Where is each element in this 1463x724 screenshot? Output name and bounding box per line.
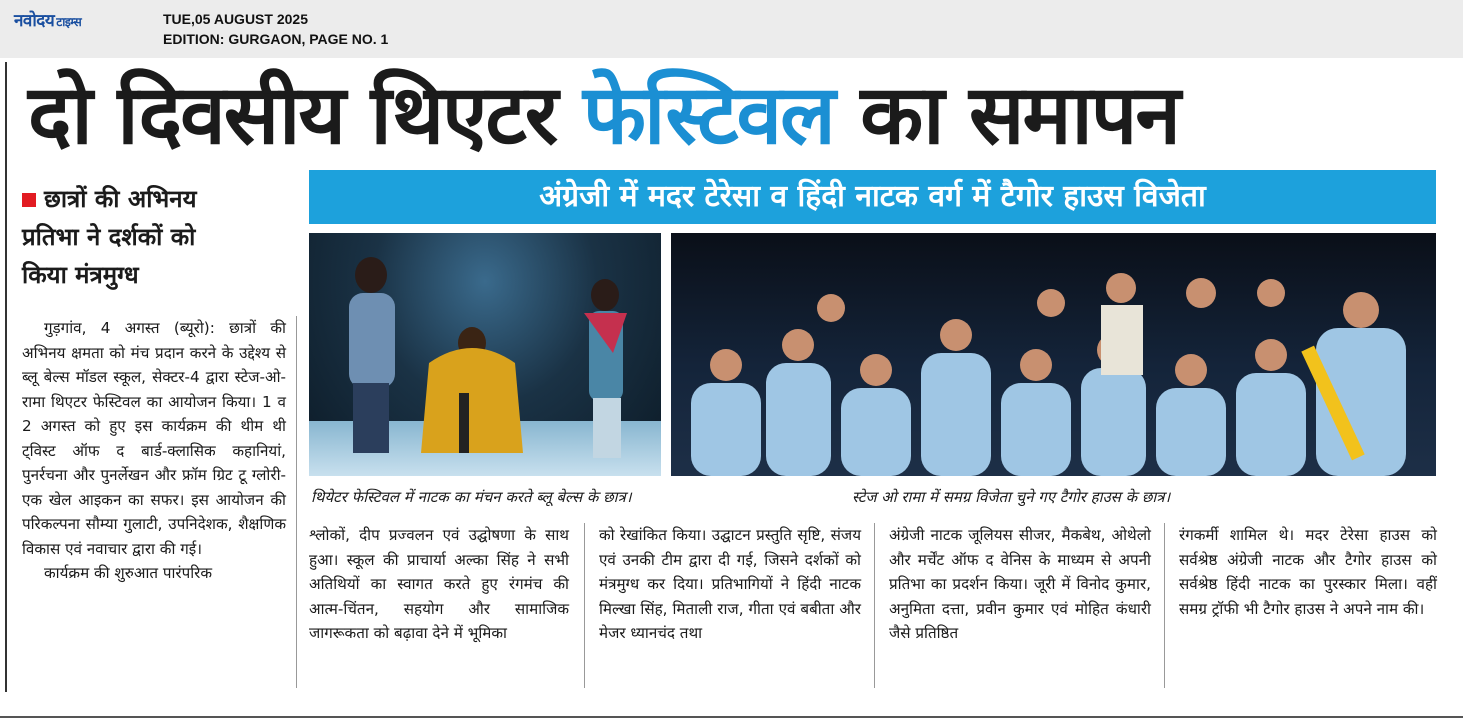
- subhead-line3: किया मंत्रमुग्ध: [22, 261, 139, 289]
- group-illustration: [671, 233, 1436, 476]
- column-3-text: को रेखांकित किया। उद्घाटन प्रस्तुति सृष्टि, संजय एवं उनकी टीम द्वारा दी गई, जिसने दर्शकों को मंत्रमुग्ध कर दिया। प्रतिभागियों ने हिंदी नाटक मिल्खा सिंह, मिताली राज, गीता एवं बबीता और मेजर ध्यानचंद तथा: [599, 526, 861, 642]
- column-divider: [296, 316, 297, 688]
- article-column-4: [889, 523, 1151, 646]
- column-divider: [584, 523, 585, 688]
- headline-part2: का समापन: [833, 68, 1179, 163]
- article-paragraph-1: गुड़गांव, 4 अगस्त (ब्यूरो): छात्रों की अभिनय क्षमता को मंच प्रदान करने के उद्देश्य से ब्लू बेल्स मॉडल स्कूल, सेक्टर-4 द्वारा स्टेज-ओ-रामा थिएटर फेस्टिवल का आयोजन किया। 1 व 2 अगस्त को हुए इस कार्यक्रम की थीम थी ट्विस्ट ऑफ द बार्ड-क्लासिक कहानियां, पुनर्रचना और पुनर्लेखन और फ्रॉम ग्रिट टू ग्लोरी-एक खेल आइकन का सफर। इस आयोजन की परिकल्पना सौम्या गुलाटी, उपनिदेशक, शैक्षणिक विकास एवं नवाचार द्वारा की गई।: [22, 319, 286, 558]
- article-paragraph-2: कार्यक्रम की शुरुआत पारंपरिक: [44, 564, 213, 582]
- sub-headline: [22, 180, 292, 294]
- dateline: [163, 9, 388, 49]
- column-divider: [874, 523, 875, 688]
- article-column-1: [22, 316, 286, 586]
- subhead-line2: प्रतिभा ने दर्शकों को: [22, 223, 196, 251]
- column-divider: [1164, 523, 1165, 688]
- subhead-line1: छात्रों की अभिनय: [44, 185, 197, 213]
- blue-banner-headline: अंग्रेजी में मदर टेरेसा व हिंदी नाटक वर्ग में टैगोर हाउस विजेता: [309, 170, 1436, 224]
- column-5-text: रंगकर्मी शामिल थे। मदर टेरेसा हाउस को सर्वश्रेष्ठ अंग्रेजी नाटक और टैगोर हाउस को सर्वश्रेष्ठ हिंदी नाटक का पुरस्कार मिला। वहीं समग्र ट्रॉफी भी टैगोर हाउस ने अपने नाम की।: [1179, 526, 1437, 618]
- masthead-bar: [0, 0, 1463, 58]
- edition-info: EDITION: GURGAON, PAGE NO. 1: [163, 31, 389, 47]
- performers-illustration: [309, 233, 661, 476]
- article-column-2: [309, 523, 569, 646]
- bottom-rule: [0, 716, 1463, 718]
- article-column-5: [1179, 523, 1437, 621]
- column-4-text: अंग्रेजी नाटक जूलियस सीजर, मैकबेथ, ओथेलो और मर्चेंट ऑफ द वेनिस के माध्यम से अपनी प्रतिभा का प्रदर्शन किया। जूरी में विनोद कुमार, अनुमिता दत्ता, प्रवीन कुमार एवं मोहित कंधारी जैसे प्रतिष्ठित: [889, 526, 1151, 642]
- left-border-rule: [5, 62, 7, 692]
- main-headline: [28, 60, 1448, 172]
- logo-subtext: टाइम्स: [56, 15, 82, 29]
- winners-group-photo: [671, 233, 1436, 476]
- newspaper-logo: [14, 8, 81, 31]
- red-bullet-icon: [22, 193, 36, 207]
- column-2-text: श्लोकों, दीप प्रज्वलन एवं उद्घोषणा के साथ हुआ। स्कूल की प्राचार्या अल्का सिंह ने सभी अतिथियों का स्वागत करते हुए रंगमंच की आत्म-चिंतन, सहयोग और सामाजिक जागरूकता को बढ़ावा देने में भूमिका: [309, 526, 569, 642]
- photo1-caption: थियेटर फेस्टिवल में नाटक का मंचन करते ब्लू बेल्स के छात्र।: [311, 488, 632, 506]
- logo-text: नवोदय: [14, 11, 55, 31]
- headline-accent: फेस्टिवल: [582, 68, 834, 163]
- photo2-caption: स्टेज ओ रामा में समग्र विजेता चुने गए टैगोर हाउस के छात्र।: [852, 488, 1171, 506]
- article-column-3: [599, 523, 861, 646]
- stage-performance-photo: [309, 233, 661, 476]
- headline-part1: दो दिवसीय थिएटर: [28, 68, 583, 163]
- issue-date: TUE,05 AUGUST 2025: [163, 11, 308, 27]
